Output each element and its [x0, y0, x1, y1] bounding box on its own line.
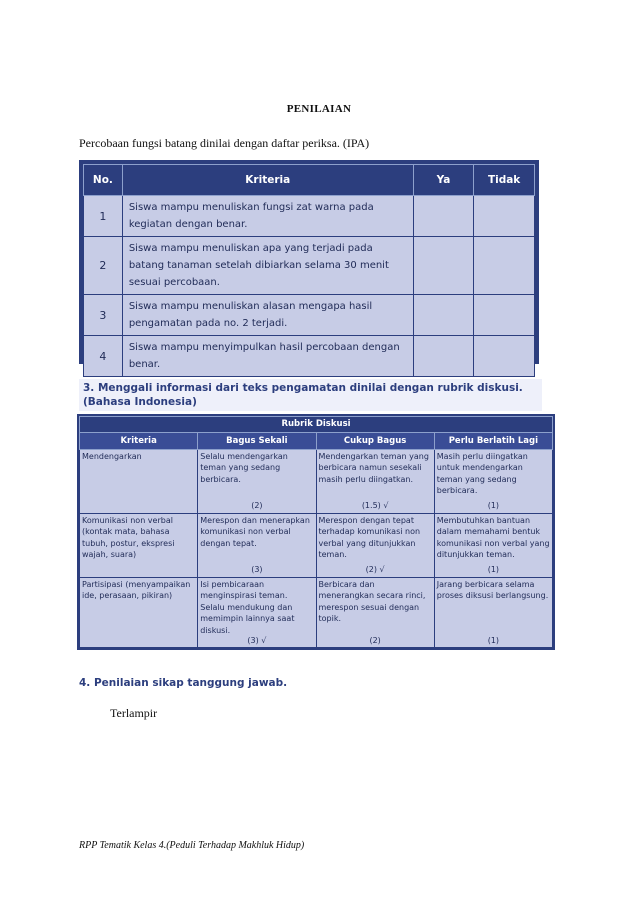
checklist-table-frame — [79, 160, 539, 370]
rubric-cell-text: Mendengarkan teman yang berbicara namun sesekali masih perlu diingatkan. — [318, 451, 429, 484]
rubric-header-excellent: Bagus Sekali — [198, 432, 316, 449]
no-checkbox-cell[interactable] — [474, 336, 535, 377]
attachment-note: Terlampir — [110, 706, 158, 720]
rubric-header-criteria: Kriteria — [80, 432, 198, 449]
rubric-score: (2) — [369, 635, 381, 645]
row-criteria: Siswa mampu menuliskan fungsi zat warna pada kegiatan dengan benar. — [122, 196, 413, 237]
rubric-header-needs-practice: Perlu Berlatih Lagi — [434, 432, 552, 449]
yes-checkbox-cell[interactable] — [413, 196, 474, 237]
rubric-caption: Rubrik Diskusi — [80, 417, 553, 433]
rubric-criteria: Komunikasi non verbal (kontak mata, bahasa tubuh, postur, ekspresi wajah, suara) — [80, 513, 198, 577]
rubric-caption-row — [80, 417, 553, 433]
rubric-cell-text: Merespon dan menerapkan komunikasi non verbal dengan tepat. — [200, 515, 310, 548]
rubric-cell — [434, 513, 552, 577]
table-row — [84, 196, 535, 237]
checklist-table — [83, 164, 535, 377]
yes-checkbox-cell[interactable] — [413, 295, 474, 336]
page-footer: RPP Tematik Kelas 4.(Peduli Terhadap Makhluk Hidup) — [79, 840, 305, 851]
checklist-header-row — [84, 165, 535, 196]
rubric-cell-text: Jarang berbicara selama proses diksusi berlangsung. — [436, 579, 549, 601]
rubric-criteria: Partisipasi (menyampaikan ide, perasaan, pikiran) — [80, 577, 198, 647]
header-criteria: Kriteria — [122, 165, 413, 196]
table-row — [80, 449, 553, 513]
no-checkbox-cell[interactable] — [474, 295, 535, 336]
page-title: PENILAIAN — [286, 103, 352, 115]
rubric-cell — [198, 449, 316, 513]
rubric-cell-text: Selalu mendengarkan teman yang sedang berbicara. — [200, 451, 288, 484]
rubric-cell — [198, 513, 316, 577]
rubric-table-frame — [77, 414, 555, 650]
table-row — [80, 577, 553, 647]
rubric-cell-text: Merespon dengan tepat terhadap komunikasi non verbal yang ditunjukkan teman. — [318, 515, 421, 560]
header-no: No. — [84, 165, 123, 196]
rubric-cell — [434, 449, 552, 513]
table-row — [84, 295, 535, 336]
rubric-score: (2) — [251, 501, 263, 511]
row-number: 4 — [84, 336, 123, 377]
rubric-score: (3) √ — [247, 635, 267, 645]
rubric-score: (1) — [487, 501, 500, 511]
rubric-score: (3) — [251, 565, 263, 575]
row-number: 1 — [84, 196, 123, 237]
rubric-cell — [316, 577, 434, 647]
section-3-heading: 3. Menggali informasi dari teks pengamatan dinilai dengan rubrik diskusi. (Bahasa Indonesia) — [79, 379, 542, 411]
rubric-cell — [316, 449, 434, 513]
intro-text: Percobaan fungsi batang dinilai dengan daftar periksa. (IPA) — [79, 136, 370, 150]
table-row — [84, 336, 535, 377]
rubric-cell — [434, 577, 552, 647]
no-checkbox-cell[interactable] — [474, 196, 535, 237]
no-checkbox-cell[interactable] — [474, 237, 535, 295]
row-criteria: Siswa mampu menuliskan apa yang terjadi pada batang tanaman setelah dibiarkan selama 30 menit sesuai percobaan. — [122, 237, 413, 295]
row-criteria: Siswa mampu menyimpulkan hasil percobaan dengan benar. — [122, 336, 413, 377]
row-number: 3 — [84, 295, 123, 336]
row-criteria: Siswa mampu menuliskan alasan mengapa hasil pengamatan pada no. 2 terjadi. — [122, 295, 413, 336]
rubric-score: (1) — [487, 565, 500, 575]
rubric-score: (1) — [487, 635, 500, 645]
rubric-header-row — [80, 432, 553, 449]
row-number: 2 — [84, 237, 123, 295]
rubric-header-good: Cukup Bagus — [316, 432, 434, 449]
rubric-criteria: Mendengarkan — [80, 449, 198, 513]
section-4-heading: 4. Penilaian sikap tanggung jawab. — [79, 677, 288, 689]
yes-checkbox-cell[interactable] — [413, 237, 474, 295]
yes-checkbox-cell[interactable] — [413, 336, 474, 377]
rubric-score: (2) √ — [365, 565, 385, 575]
table-row — [80, 513, 553, 577]
rubric-cell-text: Membutuhkan bantuan dalam memahami bentuk komunikasi non verbal yang ditunjukkan teman. — [436, 515, 550, 560]
rubric-cell-text: Berbicara dan menerangkan secara rinci, merespon sesuai dengan topik. — [318, 579, 426, 624]
header-no-col: Tidak — [474, 165, 535, 196]
rubric-cell-text: Masih perlu diingatkan untuk mendengarkan teman yang sedang berbicara. — [436, 451, 528, 496]
rubric-table — [79, 416, 553, 648]
rubric-cell — [316, 513, 434, 577]
rubric-cell-text: Isi pembicaraan menginspirasi teman. Selalu mendukung dan memimpin lainnya saat diskusi. — [200, 579, 295, 635]
table-row — [84, 237, 535, 295]
header-yes: Ya — [413, 165, 474, 196]
rubric-score: (1.5) √ — [361, 501, 389, 511]
rubric-cell — [198, 577, 316, 647]
